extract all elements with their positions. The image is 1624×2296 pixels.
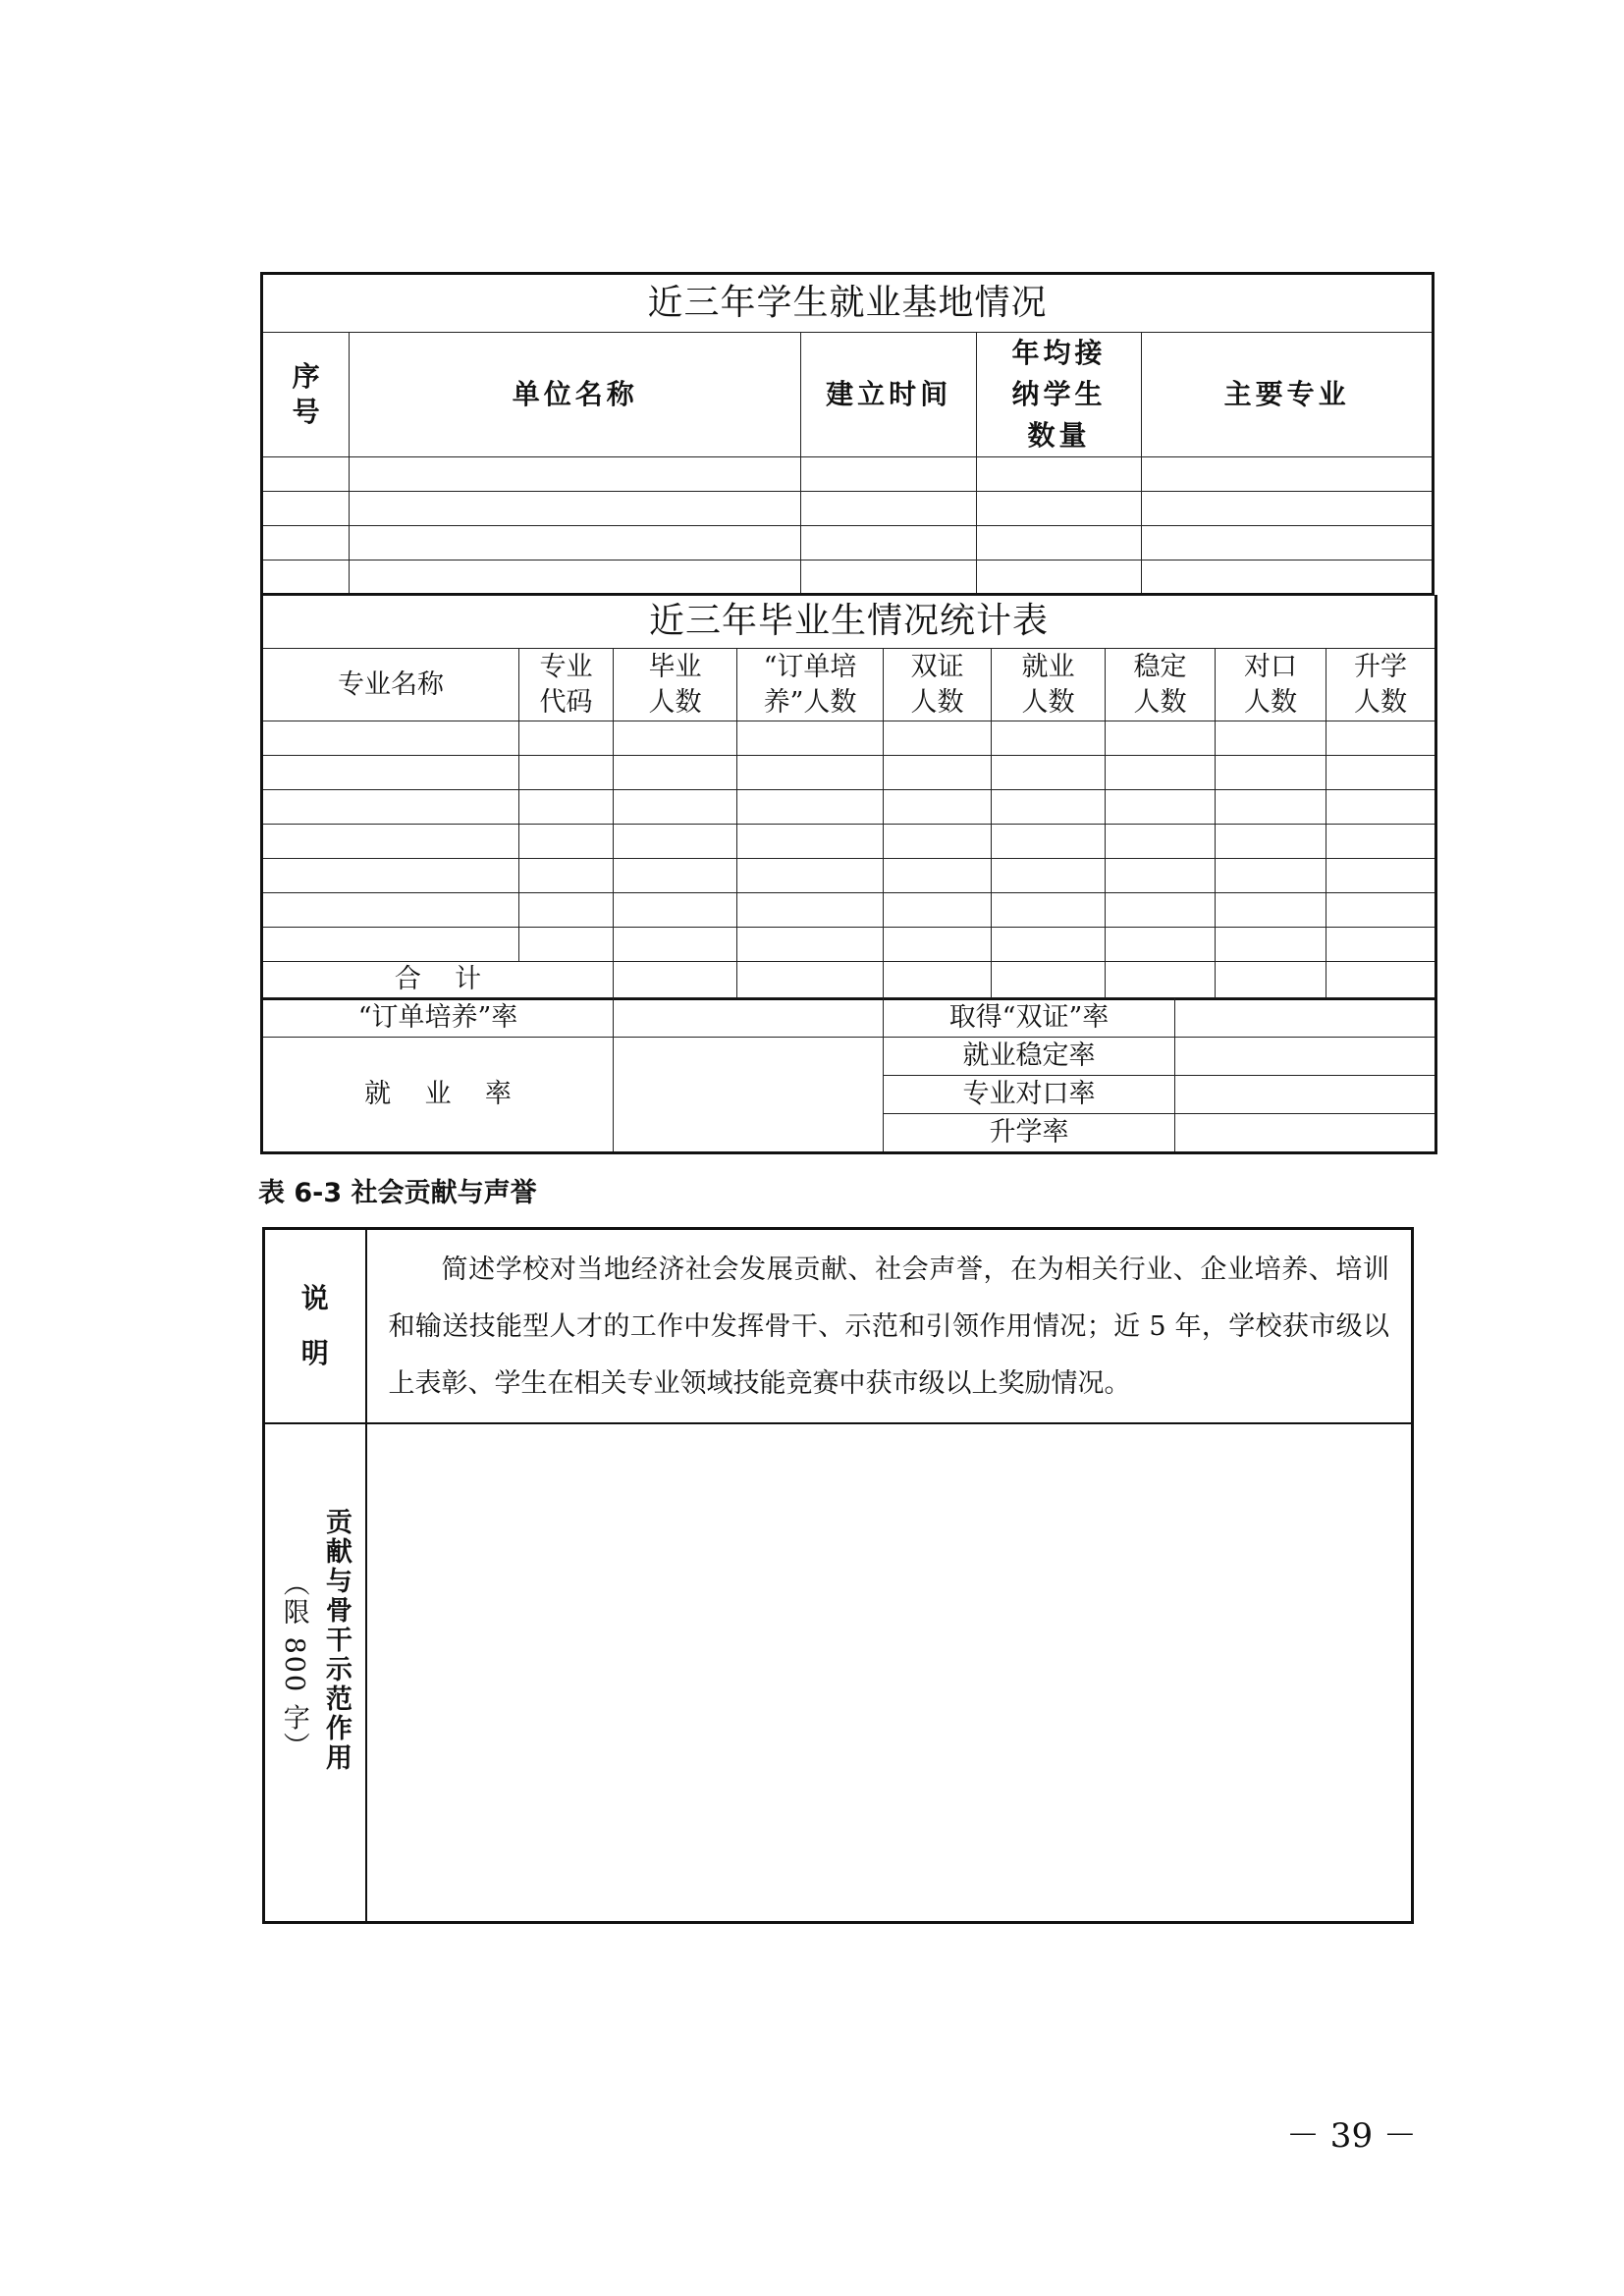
cell[interactable] [614,790,737,825]
cell[interactable] [1326,790,1436,825]
cell[interactable] [262,457,350,492]
cell[interactable] [1326,721,1436,756]
cell[interactable] [350,457,801,492]
order-rate-label: “订单培养”率 [262,998,614,1038]
cell[interactable] [1106,962,1216,999]
cell[interactable] [262,721,519,756]
total-label: 合 计 [262,962,614,999]
cell[interactable] [737,721,884,756]
desc-text: 简述学校对当地经济社会发展贡献、社会声誉，在为相关行业、企业培养、培训和输送技能型人才的工作中发挥骨干、示范和引领作用情况；近 5 年，学校获市级以上表彰、学生在相关专业领域技能竞赛中获市级以上奖励情况。 [366,1229,1413,1424]
header-seq: 序 号 [262,333,350,457]
cell[interactable] [1106,756,1216,790]
cell[interactable] [1142,526,1434,561]
section-caption: 表 6-3 社会贡献与声誉 [258,1178,537,1208]
desc-label: 说 明 [264,1229,366,1424]
cell[interactable] [976,457,1141,492]
contribution-table [262,1227,1414,1924]
cell[interactable] [976,492,1141,526]
cell[interactable] [884,825,992,859]
cell[interactable] [737,859,884,893]
cell[interactable] [976,526,1141,561]
cell[interactable] [262,756,519,790]
cell[interactable] [1326,756,1436,790]
cell[interactable] [1216,756,1326,790]
cell[interactable] [992,790,1106,825]
cell[interactable] [884,928,992,962]
header-major-code: 专业 代码 [519,649,614,721]
cell[interactable] [801,526,976,561]
cell[interactable] [614,893,737,928]
graduate-stats-title: 近三年毕业生情况统计表 [262,596,1436,649]
cell[interactable] [992,928,1106,962]
cell[interactable] [262,928,519,962]
cell[interactable] [1326,893,1436,928]
cell[interactable] [350,526,801,561]
cell[interactable] [262,893,519,928]
cell[interactable] [884,859,992,893]
header-dual-cert: 双证 人数 [884,649,992,721]
contrib-content[interactable] [366,1423,1413,1922]
header-employed: 就业 人数 [992,649,1106,721]
dual-cert-rate-value[interactable] [1175,998,1436,1038]
employment-base-table [260,272,1435,596]
cell[interactable] [1106,893,1216,928]
cell[interactable] [992,859,1106,893]
order-rate-value[interactable] [614,998,884,1038]
cell[interactable] [737,825,884,859]
cell[interactable] [801,457,976,492]
header-order-trained: “订单培 养”人数 [737,649,884,721]
cell[interactable] [262,526,350,561]
cell[interactable] [737,928,884,962]
rates-table [260,997,1437,1154]
cell[interactable] [992,893,1106,928]
header-further-study: 升学 人数 [1326,649,1436,721]
employment-rate-label: 就 业 率 [262,1038,614,1153]
employment-rate-value[interactable] [614,1038,884,1153]
cell[interactable] [1106,825,1216,859]
graduate-stats-table [260,595,1437,1000]
cell[interactable] [614,756,737,790]
cell[interactable] [519,825,614,859]
cell[interactable] [519,756,614,790]
cell[interactable] [1106,928,1216,962]
cell[interactable] [1106,790,1216,825]
cell[interactable] [1326,825,1436,859]
cell[interactable] [519,928,614,962]
match-rate-value[interactable] [1175,1076,1436,1114]
cell[interactable] [992,962,1106,999]
cell[interactable] [1216,928,1326,962]
cell[interactable] [1106,859,1216,893]
cell[interactable] [1216,721,1326,756]
cell[interactable] [737,893,884,928]
cell[interactable] [614,825,737,859]
cell[interactable] [992,756,1106,790]
cell[interactable] [992,721,1106,756]
cell[interactable] [1216,790,1326,825]
cell[interactable] [614,962,737,999]
cell[interactable] [262,561,350,595]
cell[interactable] [737,790,884,825]
cell[interactable] [350,492,801,526]
cell[interactable] [1142,561,1434,595]
cell[interactable] [519,790,614,825]
cell[interactable] [1216,859,1326,893]
cell[interactable] [1326,962,1436,999]
cell[interactable] [737,962,884,999]
header-stable: 稳定 人数 [1106,649,1216,721]
further-rate-label: 升学率 [884,1114,1175,1153]
cell[interactable] [262,859,519,893]
cell[interactable] [884,893,992,928]
cell[interactable] [262,790,519,825]
cell[interactable] [1216,893,1326,928]
cell[interactable] [1142,492,1434,526]
cell[interactable] [801,561,976,595]
cell[interactable] [519,859,614,893]
cell[interactable] [350,561,801,595]
cell[interactable] [976,561,1141,595]
cell[interactable] [262,825,519,859]
cell[interactable] [614,859,737,893]
cell[interactable] [1142,457,1434,492]
header-major-name: 专业名称 [262,649,519,721]
cell[interactable] [1106,721,1216,756]
page-number: － 39 － [1286,2116,1417,2156]
cell[interactable] [1216,825,1326,859]
header-build-time: 建立时间 [801,333,976,457]
cell[interactable] [262,492,350,526]
limit-label: （限 800 字） [278,1569,309,1761]
header-graduates: 毕业 人数 [614,649,737,721]
cell[interactable] [884,790,992,825]
cell[interactable] [519,721,614,756]
dual-cert-rate-label: 取得“双证”率 [884,998,1175,1038]
match-rate-label: 专业对口率 [884,1076,1175,1114]
header-avg-students: 年均接 纳学生 数量 [976,333,1141,457]
cell[interactable] [884,721,992,756]
cell[interactable] [614,928,737,962]
header-matched: 对口 人数 [1216,649,1326,721]
cell[interactable] [614,721,737,756]
stable-rate-label: 就业稳定率 [884,1038,1175,1076]
further-rate-value[interactable] [1175,1114,1436,1153]
cell[interactable] [884,756,992,790]
employment-base-title: 近三年学生就业基地情况 [262,274,1434,333]
contrib-label-cell [264,1423,366,1922]
cell[interactable] [519,893,614,928]
cell[interactable] [1326,928,1436,962]
stable-rate-value[interactable] [1175,1038,1436,1076]
cell[interactable] [1216,962,1326,999]
cell[interactable] [884,962,992,999]
cell[interactable] [801,492,976,526]
cell[interactable] [1326,859,1436,893]
header-main-major: 主要专业 [1142,333,1434,457]
cell[interactable] [992,825,1106,859]
contrib-label: 贡献与骨干示范作用 [320,1508,352,1773]
cell[interactable] [737,756,884,790]
header-unit-name: 单位名称 [350,333,801,457]
